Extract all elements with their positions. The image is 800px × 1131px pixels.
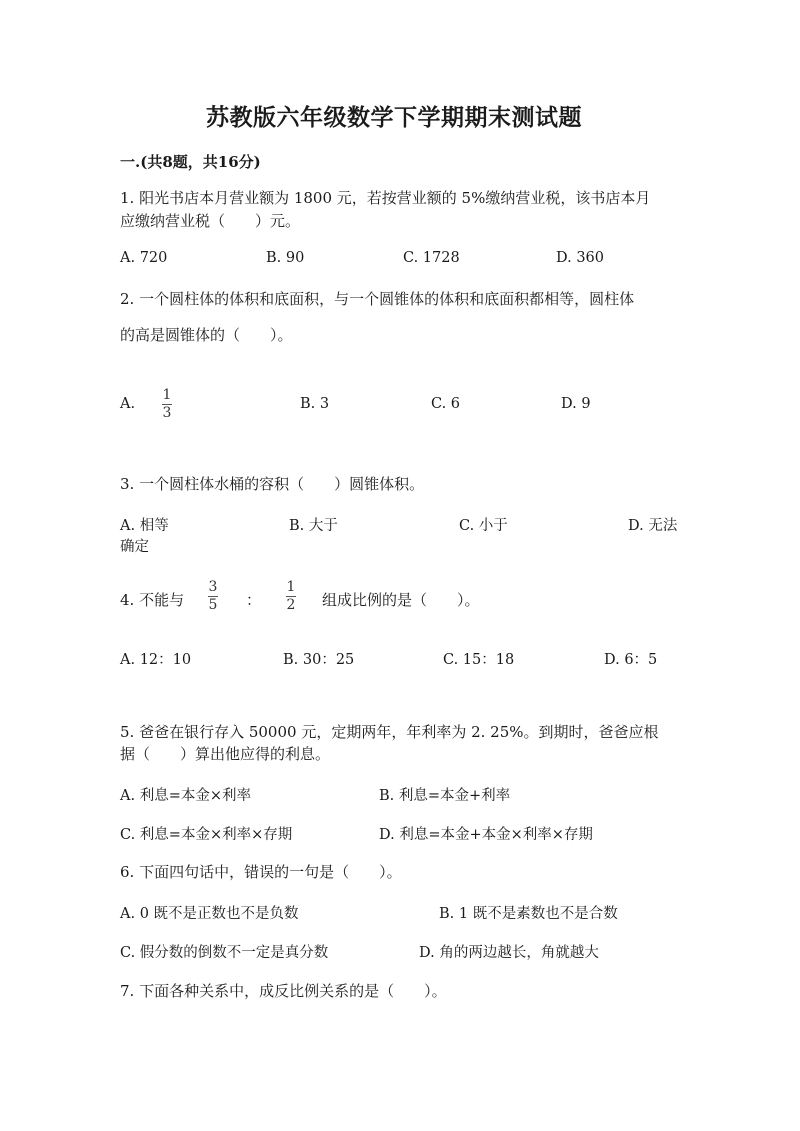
question-4-option-c: C. 15：18 xyxy=(443,652,515,668)
question-1-option-b: B. 90 xyxy=(266,250,305,266)
question-4-prefix: 4. 不能与 xyxy=(120,591,185,609)
question-4-fraction-1 xyxy=(208,580,218,613)
question-1-option-d: D. 360 xyxy=(556,250,605,266)
question-2-option-c: C. 6 xyxy=(431,396,461,412)
question-1-line-2: 应缴纳营业税（ ）元。 xyxy=(120,212,301,230)
page-title: 苏教版六年级数学下学期期末测试题 xyxy=(206,104,582,131)
question-1-option-a: A. 720 xyxy=(120,250,168,266)
question-6-option-a: A. 0 既不是正数也不是负数 xyxy=(120,906,299,922)
question-3-option-a: A. 相等 xyxy=(120,518,169,534)
question-6-option-c: C. 假分数的倒数不一定是真分数 xyxy=(120,945,329,961)
question-3-line-1: 3. 一个圆柱体水桶的容积（ ）圆锥体积。 xyxy=(120,475,425,493)
question-2-line-1: 2. 一个圆柱体的体积和底面积，与一个圆锥体的体积和底面积都相等，圆柱体 xyxy=(120,290,635,308)
question-3-option-d: D. 无法 xyxy=(628,518,678,534)
question-4-option-d: D. 6：5 xyxy=(604,652,658,668)
question-5-line-2: 据（ ）算出他应得的利息。 xyxy=(120,745,331,763)
question-4-fraction-2 xyxy=(286,580,296,613)
fraction-numerator: 1 xyxy=(162,387,172,403)
question-5-option-d: D. 利息=本金+本金×利率×存期 xyxy=(379,827,593,843)
fraction-denominator: 5 xyxy=(208,597,218,613)
fraction-numerator: 3 xyxy=(208,579,218,595)
question-5-option-a: A. 利息=本金×利率 xyxy=(120,788,251,804)
question-1-line-1: 1. 阳光书店本月营业额为 1800 元，若按营业额的 5%缴纳营业税，该书店本月 xyxy=(120,189,651,207)
question-2-option-a-label: A. xyxy=(120,396,136,412)
fraction-denominator: 3 xyxy=(162,405,172,421)
question-4-option-a: A. 12：10 xyxy=(120,652,192,668)
section-heading: 一.(共8题，共16分) xyxy=(120,153,261,171)
fraction-denominator: 2 xyxy=(286,597,296,613)
question-2-line-2: 的高是圆锥体的（ ）。 xyxy=(120,326,293,344)
question-5-line-1: 5. 爸爸在银行存入 50000 元，定期两年，年利率为 2. 25%。到期时，爸爸应根 xyxy=(120,723,659,741)
question-2-option-d: D. 9 xyxy=(561,396,591,412)
question-3-option-d-wrap: 确定 xyxy=(120,539,149,555)
question-2-option-a-fraction xyxy=(162,388,172,421)
fraction-numerator: 1 xyxy=(286,579,296,595)
question-2-option-b: B. 3 xyxy=(300,396,330,412)
question-4-option-b: B. 30：25 xyxy=(283,652,355,668)
question-3-option-b: B. 大于 xyxy=(289,518,338,534)
question-5-option-b: B. 利息=本金+利率 xyxy=(379,788,511,804)
question-6-option-b: B. 1 既不是素数也不是合数 xyxy=(439,906,618,922)
question-6-option-d: D. 角的两边越长，角就越大 xyxy=(419,945,599,961)
question-1-option-c: C. 1728 xyxy=(403,250,460,266)
question-4-suffix: 组成比例的是（ ）。 xyxy=(322,591,480,609)
question-3-option-c: C. 小于 xyxy=(459,518,508,534)
question-6-line-1: 6. 下面四句话中，错误的一句是（ ）。 xyxy=(120,863,402,881)
question-7-line-1: 7. 下面各种关系中，成反比例关系的是（ ）。 xyxy=(120,982,447,1000)
question-5-option-c: C. 利息=本金×利率×存期 xyxy=(120,827,293,843)
question-4-colon: ： xyxy=(246,591,262,609)
